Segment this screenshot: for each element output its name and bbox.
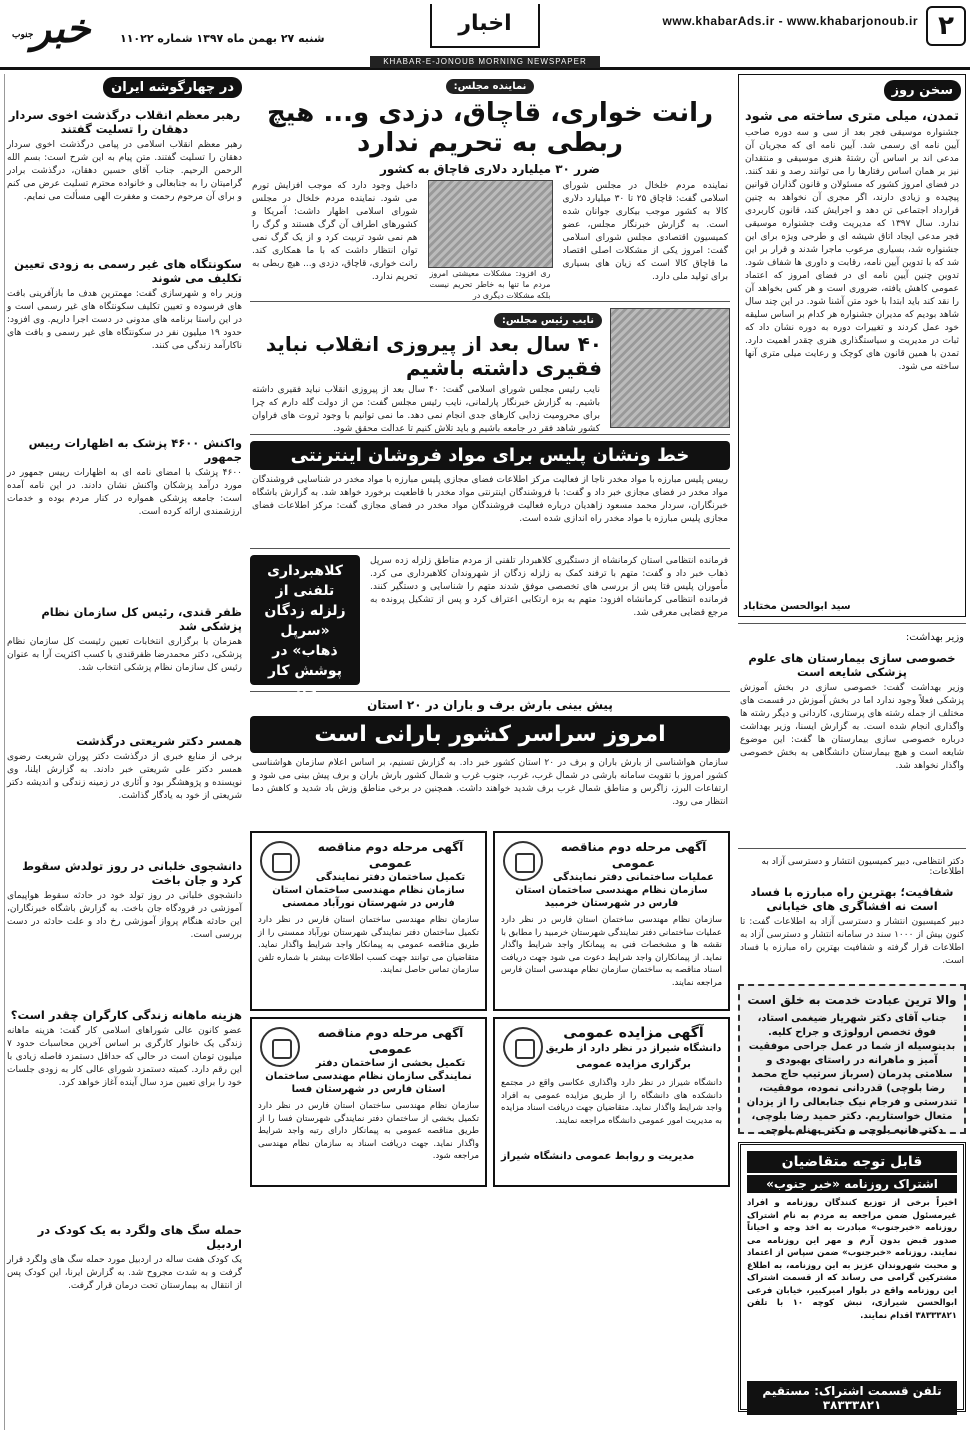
tender-ad (493, 831, 730, 1011)
weather-headline: امروز سراسر کشور بارانی است (250, 716, 730, 753)
subscription-subtitle: اشتراک روزنامه «خبر جنوب» (747, 1175, 957, 1193)
subscription-phone: تلفن قسمت اشتراک: مستقیم ۳۸۳۳۳۸۲۱ (747, 1381, 957, 1415)
tender-subtitle: عملیات ساختمانی دفتر نمایندگی سازمان نظام مهندسی ساختمان استان فارس در شهرستان خرمبید (515, 872, 714, 909)
auction-ad (493, 1017, 730, 1187)
news-title: ظفر قندی، رئیس کل سازمان نظام پزشکی شد (41, 605, 242, 633)
condolence-body: جناب آقای دکتر شهریار ضیغمی استاد، فوق تخصص ارولوژی و جراح کلیه. بدینوسیله از شما در عمل جراحی موفقیت آمیز و ماهرانه در راستای بهبودی و سلامتی پدرمان (سرباز سرتیپ حاج محمد رضا بلوچی) قدردانی نموده، موفقیت، تندرستی و فرجام نیک جنابعالی را از یزدان متعال خواستاریم. دکتر حمید رضا بلوچی، دکتر هانیه بلوچی و دکتر بهنام بلوچی (746, 1013, 958, 1136)
news-body: رهبر معظم انقلاب اسلامی در پیامی درگذشت اخوی سردار دهقان را تسلیت گفتند. متن پیام به این شرح است: بسم الله الرحمن الرحیم. جناب آقای حسین دهقان، درگذشت برادر گرامیتان را به جنابعالی و خانواده محترم تسلیت عرض می کنم و برای آن مرحوم رحمت و مغفرت الهی مسألت می نمایم. (7, 140, 242, 202)
subscription-title: قابل توجه متقاضیان (747, 1151, 957, 1173)
tender-subtitle: تکمیل بخشی از ساختمان دفتر نمایندگی سازمان نظام مهندسی ساختمان استان فارس در شهرستان فسا (265, 1058, 472, 1095)
subscription-notice (738, 1142, 966, 1412)
news-kicker: دکتر انتظامی، دبیر کمیسیون انتشار و دسترسی آزاد به اطلاعات: (761, 857, 964, 877)
news-body: وزیر راه و شهرسازی گفت: مهمترین هدف ما بازآفرینی بافت های فرسوده و تعیین تکلیف سکونتگاه های غیر رسمی است و در این راستا برنامه های مدونی در دست اجرا داریم. وی افزود: حدود ۱۹ میلیون نفر در سکونتگاه های غیر رسمی و بافت های ناکارآمد زندگی می کنند. (7, 289, 242, 351)
police-headline: خط ونشان پلیس برای مواد فروشان اینترنتی (250, 441, 730, 470)
page-number: ۲ (926, 6, 966, 46)
news-body: عضو کانون عالی شوراهای اسلامی کار گفت: هزینه ماهانه زندگی یک خانوار کارگری بر اساس آخرین محاسبات حدود ۷ میلیون تومان است در حالی که حداقل دستمزد فاصله زیادی با این رقم دارد. کمیته دستمزد شورای عالی کار به زودی جلسات خود را برای تعیین مزد سال آینده آغاز خواهد کرد. (7, 1026, 242, 1088)
middle-column (250, 74, 730, 1430)
lead-body-2: داخیل وجود دارد که موجب افزایش تورم می شود. نماینده مردم خلخال در مجلس شورای اسلامی اظهار داشت: آمریکا و کشورهای اطراف آن گرگ هستند و گرگ را هم نمی شود تربیت کرد و از یک گرگ نمی توان انتظار داشت که با ما همکاری کند. رانت خواری، قاچاق، دزدی و... هیچ ربطی به تحریم ندارد. (252, 181, 418, 282)
news-title: شفافیت؛ بهترین راه مبارزه با فساد است نه افشاگری های خیابانی (750, 885, 954, 913)
weather-kicker: پیش بینی بارش برف و باران در ۲۰ استان (367, 698, 613, 712)
news-body: دبیر کمیسیون انتشار و دسترسی آزاد به اطلاعات گفت: تا کنون بیش از ۱۰۰۰ سند در سامانه انتشار و دسترسی آزاد به اطلاعات قرار گرفته و شفافیت بهترین راه مبارزه با فساد است. (740, 917, 965, 966)
tender-title: آگهی مرحله دوم مناقصه عمومی (317, 840, 464, 870)
news-title: هزینه ماهانه زندگی کارگران چقدر است؟ (10, 1008, 242, 1022)
tender-body: سازمان نظام مهندسی ساختمان استان فارس در نظر دارد عملیات ساختمانی دفتر نمایندگی شهرستان خرمبید را مطابق با نقشه ها و مشخصات فنی به پیمانکار واجد شرایط واگذار نماید. از پیمانکاران واجد شرایط دعوت می شود جهت دریافت اسناد مناقصه به ساختمان سازمان نظام مهندسی استان فارس مراجعه نمایند. (501, 915, 722, 988)
auction-body: دانشگاه شیراز در نظر دارد واگذاری عکاسی واقع در مجتمع دانشکده های دانشگاه را از طریق مزایده عمومی به افراد واجد شرایط واگذار نماید. متقاضیان جهت دریافت اسناد مزایده به مدیریت امور عمومی دانشگاه مراجعه نمایند. (501, 1078, 722, 1126)
tender-body: سازمان نظام مهندسی ساختمان استان فارس در نظر دارد تکمیل ساختمان دفتر نمایندگی شهرستان نورآباد ممسنی را از طریق مناقصه عمومی به پیمانکار واجد شرایط واگذار نماید. متقاضیان می توانند جهت کسب اطلاعات بیشتر با شماره تلفن سازمان تماس حاصل نمایند. (258, 915, 479, 975)
news-body: ۴۶۰۰ پزشک با امضای نامه ای به اظهارات رییس جمهور در مورد درآمد پزشکان واکنش نشان دادند. در این نامه آمده است: جامعه پزشکی همواره در کنار مردم بوده و خدمات ارزشمندی ارائه کرده است. (7, 468, 242, 517)
site-urls[interactable]: www.khabarAds.ir - www.khabarjonoub.ir (662, 14, 918, 28)
masthead (0, 0, 970, 70)
auction-title: آگهی مزایده عمومی (563, 1025, 704, 1041)
lead-kicker: نماینده مجلس: (446, 79, 535, 94)
lead-body-1: نماینده مردم خلخال در مجلس شورای اسلامی گفت: قاچاق ۲۵ تا ۳۰ میلیارد دلاری کالا به کشور موجب بیکاری جوانان شده است. به گزارش خبرنگار مجلس، عضو کمیسیون اقتصادی مجلس شورای اسلامی گفت: امروز یکی از مشکلات اصلی اقتصاد ما قاچاق کالا است که زیان های بسیاری برای تولید ملی دارد. (562, 181, 728, 282)
tender-body: سازمان نظام مهندسی ساختمان استان فارس در نظر دارد تکمیل بخشی از ساختمان دفتر نمایندگی شهرستان فسا را از طریق مناقصه عمومی به پیمانکار دارای رتبه واجد شرایط واگذار نماید. جهت دریافت اسناد به سازمان نظام مهندسی مراجعه شود. (258, 1101, 479, 1161)
logo-text: خبر (31, 5, 91, 52)
tender-title: آگهی مرحله دوم مناقصه عمومی (317, 1026, 464, 1056)
news-title: همسر دکتر شریعتی درگذشت (76, 734, 242, 748)
news-body: برخی از منابع خبری از درگذشت دکتر پوران شریعت رضوی همسر دکتر علی شریعتی خبر دادند. به گزارش ایلنا، وی نویسنده و پژوهشگر بود و آثاری در زمینه زندگی و اندیشه دکتر شریعتی از خود به یادگار گذاشت. (7, 752, 242, 801)
lead-photo (428, 180, 553, 268)
relief-headline: کلاهبرداری تلفنی از زلزله زدگان «سرپل ذهاب» در پوشش کار خیر (250, 555, 360, 685)
left-section-label: در چهارگوشه ایران (103, 77, 242, 98)
logo-sub: جنوب (12, 30, 34, 40)
issue-date: شنبه ۲۷ بهمن ماه ۱۳۹۷ شماره ۱۱۰۲۲ (120, 32, 325, 45)
news-title: رهبر معظم انقلاب درگذشت اخوی سردار دهقان را تسلیت گفتند (8, 108, 241, 136)
org-seal-icon (260, 1027, 300, 1067)
news-body: همزمان با برگزاری انتخابات تعیین رئیست کل سازمان نظام پزشکی، دکتر محمدرضا ظفرقندی با کسب اکثریت آرا به عنوان رئیس کل سازمان نظام پزشکی انتخاب شد. (7, 637, 242, 673)
condolence-ad (738, 984, 966, 1134)
second-headline: ۴۰ سال بعد از پیروزی انقلاب نباید فقیری داشته باشیم (265, 332, 602, 380)
editorial-body: جشنواره موسیقی فجر بعد از سی و سه دوره صاحب آیین نامه ای رسمی شد. آیین نامه ای که مجریان آن مدعی اند بر اساس آن رشتهٔ هنری موسیقی و منتقدان نیز بر همان اساس رفتارها را می توانند رصد و نقد کنند. در فضای امروز کشور که مسئولان و قانون گذاران قوانین پیچیده و زیادی دارند، اگر مجری آن نخواهد به چنین قرارداد اجتماعی تن دهد و اجرایش کند، قانون کاربردی ندارد. سال ۱۳۹۷ که مدیریت وقت جشنواره موسیقی فجر مدعی ایجاد اتاق شیشه ای و طرحی ویژه برای این جشنواره شد، بسیاری مرعوب ماجرا شدند و قرار بر این شد که با تدوین آیین نامه، رقابت و داوری ها شفاف شود. تدوین چنین آیین نامه ای در فضای امروز که اعتماد عمومی کاهش یافته، ضروری است و هر کس بخواهد آن را نقد کند باید ابتدا با خود متن آشنا شود. در این چند سال شاهد بودیم که مدیران جشنواره هر کدام بر اساس سلیقه خود عمل کردند و تغییرات دوره به دوره نشان داد که ثبات در مدیریت و سیاستگذاری هنری چقدر اهمیت دارد. تمدن با همین قانون های کوچک و رعایت میلی متری آنها ساخته می شود. (745, 128, 959, 372)
police-body: رییس پلیس مبارزه با مواد مخدر ناجا از فعالیت مرکز اطلاعات فضای مجازی پلیس مبارزه با مواد مخدر در شناسایی فروشندگان مواد مخدر در فضای مجازی خبر داد و گفت: با فروشندگان اینترنتی مواد مخدر با قاطعیت برخورد خواهد شد. به گزارش باشگاه خبرنگاران، سردار محمد مسعود زاهدیان درباره فعالیت فروشندگان مواد مخدر در فضای مجازی گفت: مرکز اطلاعات فضای مجازی پلیس مبارزه با مواد مخدر راه اندازی شده است. (252, 475, 728, 524)
relief-body: فرمانده انتظامی استان کرمانشاه از دستگیری کلاهبردار تلفنی از مردم مناطق زلزله زده سرپل ذهاب خبر داد و گفت: متهم با ترفند کمک به زلزله زدگان از شهروندان کلاهبرداری می کرد. مأموران پلیس فتا پس از بررسی های تخصصی موفق شدند متهم را شناسایی و دستگیر کنند. فرمانده انتظامی کرمانشاه افزود: متهم به بزه ارتکابی اعتراف کرد و پس از تشکیل پرونده به مرجع قضایی معرفی شد. (370, 556, 728, 618)
org-seal-icon (260, 841, 300, 881)
news-title: خصوصی سازی بیمارستان های علوم پزشکی شایعه است (748, 651, 956, 679)
news-title: واکنش ۴۶۰۰ پزشک به اظهارات رییس جمهور (28, 436, 242, 464)
newspaper-logo (6, 4, 116, 56)
left-column (4, 74, 244, 1430)
tender-ad (250, 831, 487, 1011)
editorial-title: تمدن، میلی متری ساخته می شود (745, 109, 959, 124)
editorial-label: سخن روز (884, 80, 961, 101)
lead-subheadline: ضرر ۳۰ میلیارد دلاری قاچاق به کشور (379, 162, 601, 176)
right-column (738, 74, 966, 1430)
tender-ad (250, 1017, 487, 1187)
tender-subtitle: تکمیل ساختمان دفتر نمایندگی سازمان نظام مهندسی ساختمان استان فارس در شهرستان نورآباد ممسنی (272, 872, 466, 909)
tender-title: آگهی مرحله دوم مناقصه عمومی (560, 840, 707, 870)
news-kicker: وزیر بهداشت: (905, 632, 964, 643)
second-kicker: نایب رئیس مجلس: (494, 313, 602, 328)
news-body: دانشجوی خلبانی در روز تولد خود در حادثه سقوط هواپیمای آموزشی در فرودگاه جان باخت. به گزارش باشگاه خبرنگاران، این حادثه هنگام پرواز آموزشی رخ داد و علت حادثه در دست بررسی است. (7, 891, 242, 940)
news-title: دانشجوی خلبانی در روز تولدش سقوط کرد و جان باخت (22, 859, 242, 887)
news-body: وزیر بهداشت گفت: خصوصی سازی در بخش آموزش پزشکی فعلاً وجود ندارد اما در بخش آموزش در قسمت های مختلف از جمله رشته های پرستاری، کاردانی و دیگر رشته ها واگذاری انجام شده است. به گزارش ایسنا، وزیر بهداشت درباره خصوصی سازی بیمارستان ها گفت: این موضوع شایعه است و هیچ بیمارستان دانشگاهی به بخش خصوصی واگذار نخواهد شد. (740, 683, 964, 771)
banner-english: KHABAR-E-JONOUB MORNING NEWSPAPER (370, 56, 600, 68)
lead-caption: ری افزود: مشکلات معیشتی امروز مردم ما تنها به خاطر تحریم نیست بلکه مشکلات دیگری در (429, 269, 551, 300)
subscription-body: اخیراً برخی از توزیع کنندگان روزنامه و افراد غیرمسئول ضمن مراجعه به مردم به نام اشتراک روزنامه «خبرجنوب» مبادرت به اخذ وجه و احیاناً صدور قبض بدون آرم و مهر این روزنامه می نمایند. روزنامه «خبرجنوب» ضمن سپاس از اعتماد و محبت شهروندان عزیز به این روزنامه، به اطلاع مشترکین گرامی می رساند که از قسمت اشتراک این روزنامه واقع در بلوار امیرکبیر، خیابان فرعی ابوالحسن شیرازی، نبش کوچه ۱۰ با تلفن ۳۸۳۳۳۸۲۱ اقدام نمایند. (747, 1198, 957, 1321)
second-body: نایب رئیس مجلس شورای اسلامی گفت: ۴۰ سال بعد از پیروزی انقلاب نباید فقیری داشته باشیم. به گزارش خبرنگار پارلمانی، نایب رئیس مجلس گفت: من از دولت گله دارم که چرا برای محرومیت زدایی کارهای جدی انجام نمی دهد. ما نمی توانیم با وجود ثروت های فراوان کشور شاهد فقر در جامعه باشیم و باید تلاش کنیم تا عدالت محقق شود. (252, 385, 600, 434)
news-body: یک کودک هفت ساله در اردبیل مورد حمله سگ های ولگرد قرار گرفت و به شدت مجروح شد. به گزارش ایرنا، این کودک پس از انتقال به بیمارستان تحت درمان قرار گرفت. (7, 1255, 242, 1291)
auction-subtitle: دانشگاه شیراز در نظر دارد از طریق برگزاری مزایده عمومی (545, 1043, 722, 1070)
lead-headline: رانت خواری، قاچاق، دزدی و... هیچ ربطی به تحریم ندارد (266, 98, 714, 158)
news-title: سکونتگاه های غیر رسمی به زودی تعیین تکلیف می شوند (14, 257, 242, 285)
auction-sign: مدیریت و روابط عمومی دانشگاه شیراز (501, 1151, 695, 1162)
second-photo (610, 308, 730, 428)
university-seal-icon (503, 1027, 543, 1067)
org-seal-icon (503, 841, 543, 881)
condolence-title: والا ترین عبادت خدمت به خلق است (747, 993, 957, 1007)
weather-body: سازمان هواشناسی از بارش باران و برف در ۲۰ استان کشور خبر داد. به گزارش تسنیم، بر اساس اعلام سازمان هواشناسی کشور امروز با تقویت سامانه بارشی در شمال غرب، غرب، جنوب غرب و شمال کشور بارش باران و برف پیش بینی می شود و ارتفاعات البرز، زاگرس و مناطق شمال غرب برف شدید خواهند داشت. همچنین در برخی مناطق وزش باد شدید و کاهش دما انتظار می رود. (252, 758, 728, 807)
editorial-author: سید ابوالحسن مختاباد (743, 601, 851, 612)
section-title: اخبار (430, 4, 540, 48)
news-title: حمله سگ های ولگرد به یک کودک در اردبیل (37, 1223, 242, 1251)
